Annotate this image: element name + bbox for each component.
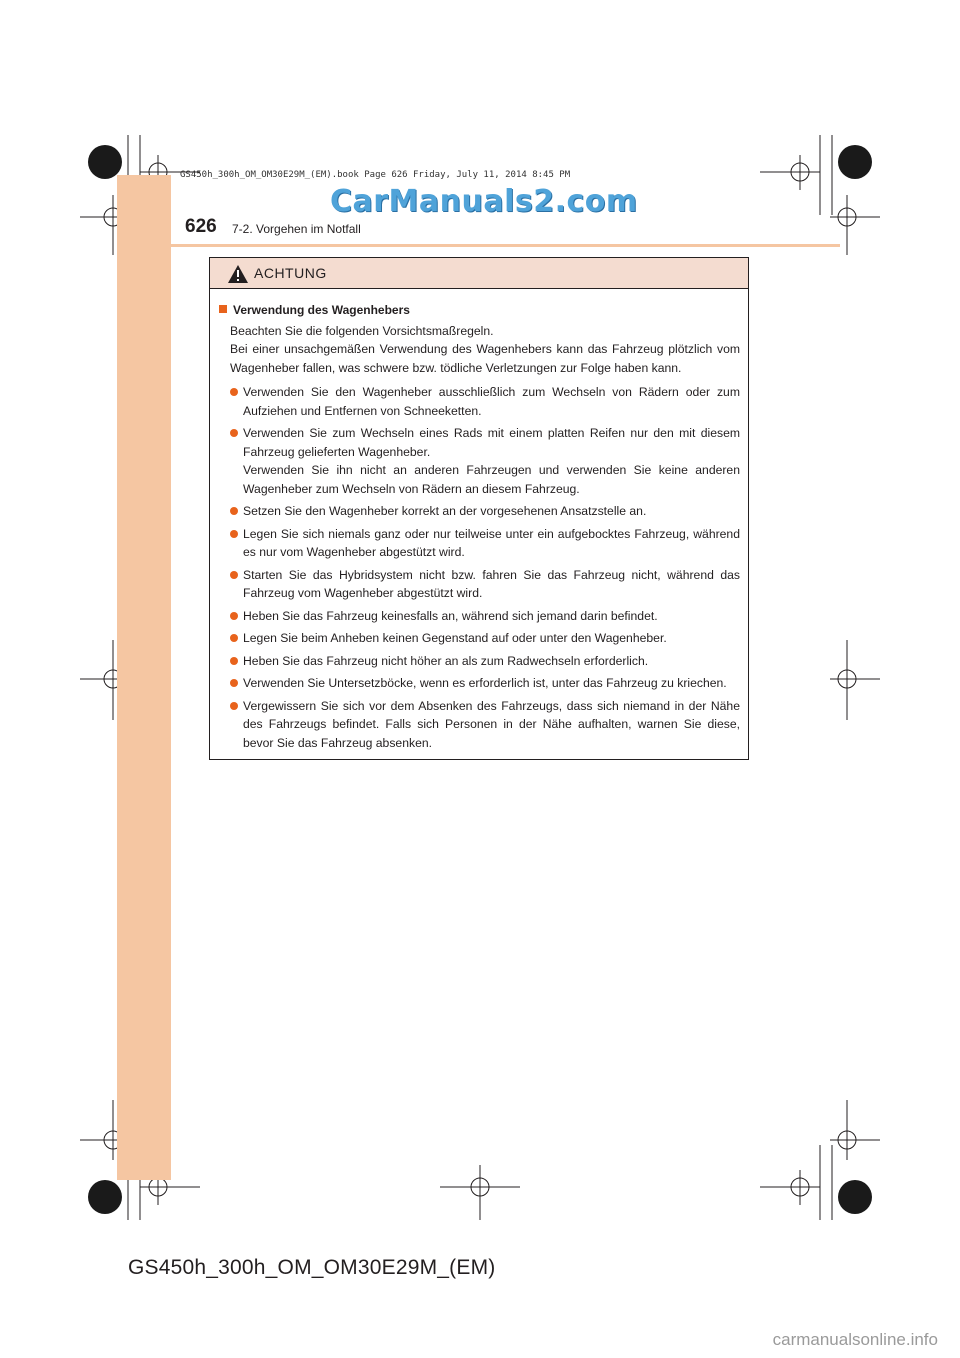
warning-bullet-list (219, 383, 740, 752)
chapter-side-band (117, 175, 171, 1180)
round-bullet-icon (230, 507, 238, 515)
warning-bullet-item (230, 383, 740, 420)
warning-bullet-item (230, 566, 740, 603)
intro-line: Bei einer unsachgemäßen Verwendung des Wagenhebers kann das Fahrzeug plötzlich vom Wagenheber fallen, was schwere bzw. tödliche Verletzungen zur Folge haben kann. (230, 342, 740, 375)
bullet-text: Verwenden Sie Untersetzböcke, wenn es erforderlich ist, unter das Fahrzeug zu kriechen. (243, 676, 727, 690)
warning-subhead (219, 301, 740, 320)
warning-bullet-item (230, 629, 740, 648)
bullet-text: Legen Sie beim Anheben keinen Gegenstand auf oder unter den Wagenheber. (243, 631, 667, 645)
warning-title: ACHTUNG (254, 265, 327, 281)
bullet-text: Heben Sie das Fahrzeug keinesfalls an, während sich jemand darin befindet. (243, 608, 658, 623)
footer-site: carmanualsonline.info (772, 1330, 938, 1349)
warning-intro (219, 322, 740, 378)
bullet-text: Verwenden Sie zum Wechseln eines Rads mit einem platten Reifen nur den mit diesem Fahrzeug gelieferten Wagenheber. (243, 426, 740, 459)
warning-bullet-item (230, 424, 740, 498)
section-title: 7-2. Vorgehen im Notfall (232, 222, 361, 236)
page-number: 626 (185, 216, 217, 237)
round-bullet-icon (230, 702, 238, 710)
warning-bullet-item (230, 674, 740, 693)
intro-line: Beachten Sie die folgenden Vorsichtsmaßregeln. (230, 323, 494, 338)
warning-bullet-item (230, 502, 740, 521)
bullet-text: Legen Sie sich niemals ganz oder nur teilweise unter ein aufgebocktes Fahrzeug, während es nur vom Wagenheber abgestützt wird. (243, 526, 740, 559)
warning-box (209, 257, 749, 760)
warning-body (210, 289, 748, 752)
footer-code: GS450h_300h_OM_OM30E29M_(EM) (128, 1256, 496, 1279)
round-bullet-icon (230, 429, 238, 437)
bullet-text: Vergewissern Sie sich vor dem Absenken des Fahrzeugs, dass sich niemand in der Nähe des Fahrzeugs befindet. Falls sich Personen in der Nähe aufhalten, warnen Sie diese, bevor Sie das Fahrzeug absenken. (243, 698, 740, 750)
warning-header (210, 258, 748, 289)
round-bullet-icon (230, 612, 238, 620)
watermark-logo: CarManuals2.com (330, 184, 638, 219)
round-bullet-icon (230, 634, 238, 642)
round-bullet-icon (230, 657, 238, 665)
bullet-text: Heben Sie das Fahrzeug nicht höher an als zum Radwechseln erforderlich. (243, 653, 649, 668)
bullet-text: Setzen Sie den Wagenheber korrekt an der vorgesehenen Ansatzstelle an. (243, 504, 647, 518)
round-bullet-icon (230, 530, 238, 538)
round-bullet-icon (230, 679, 238, 687)
warning-bullet-item (230, 697, 740, 753)
bullet-text: Verwenden Sie ihn nicht an anderen Fahrzeugen und verwenden Sie keine anderen Wagenheber zum Wechseln von Rädern an diesem Fahrzeug. (243, 463, 740, 496)
warning-bullet-item (230, 652, 740, 671)
bullet-text: Verwenden Sie den Wagenheber ausschließlich zum Wechseln von Rädern oder zum Aufziehen und Entfernen von Schneeketten. (243, 385, 740, 418)
book-info-line: GS450h_300h_OM_OM30E29M_(EM).book Page 626 Friday, July 11, 2014 8:45 PM (180, 170, 571, 180)
header-rule (117, 244, 840, 247)
round-bullet-icon (230, 388, 238, 396)
warning-bullet-item (230, 525, 740, 562)
round-bullet-icon (230, 571, 238, 579)
subhead-text: Verwendung des Wagenhebers (233, 303, 410, 317)
square-bullet-icon (219, 305, 227, 313)
warning-bullet-item (230, 607, 740, 626)
warning-triangle-icon (227, 264, 249, 284)
bullet-text: Starten Sie das Hybridsystem nicht bzw. fahren Sie das Fahrzeug nicht, während das Fahrzeug vom Wagenheber abgestützt wird. (243, 567, 740, 600)
